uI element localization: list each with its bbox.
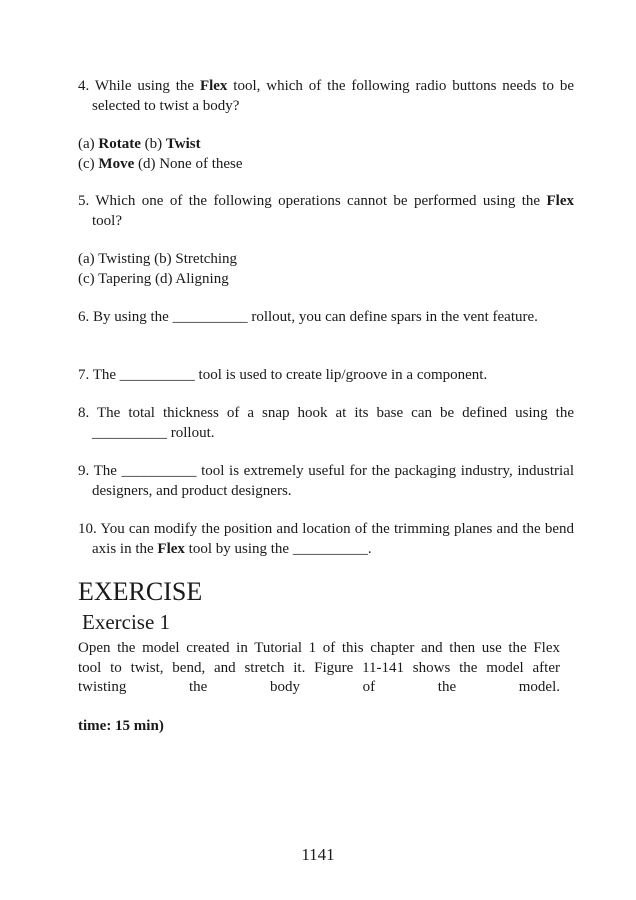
question-4-options bbox=[78, 135, 560, 174]
option-twist: Twist bbox=[165, 136, 201, 152]
question-4-options-line-1: (a) Rotate (b) Twist bbox=[78, 136, 201, 152]
question-5-options-line-2: (c) Tapering (d) Aligning bbox=[78, 270, 229, 287]
question-5 bbox=[78, 192, 574, 231]
exercise-body-line-2: tool to twist, bend, and stretch it. Figure 11-141 shows the model after bbox=[78, 659, 560, 676]
exercise-body bbox=[78, 639, 560, 698]
exercise-body-line-3: twisting the body of the model. bbox=[78, 679, 560, 695]
exercise-subheading: Exercise 1 bbox=[82, 610, 171, 634]
question-5-text-end: tool? bbox=[92, 212, 122, 229]
question-4 bbox=[78, 77, 574, 116]
question-10-text-start: 10. You can modify the position and location of the trimming planes and the bend axis in the bbox=[78, 521, 574, 557]
question-10-bold-term: Flex bbox=[157, 540, 185, 557]
option-rotate: Rotate bbox=[98, 136, 141, 152]
question-8: 8. The total thickness of a snap hook at its base can be defined using the __________ rollout. bbox=[78, 405, 574, 441]
question-10-text-end: tool by using the __________. bbox=[184, 540, 372, 557]
question-9: 9. The __________ tool is extremely useful for the packaging industry, industrial designers, and product designers. bbox=[78, 463, 574, 499]
question-5-options bbox=[78, 250, 560, 289]
question-6: 6. By using the __________ rollout, you can define spars in the vent feature. bbox=[78, 309, 538, 325]
exercise-time: time: 15 min) bbox=[78, 718, 164, 734]
question-4-text-start: 4. While using the bbox=[78, 78, 200, 94]
question-7: 7. The __________ tool is used to create lip/groove in a component. bbox=[78, 367, 488, 383]
question-4-bold-term: Flex bbox=[199, 78, 228, 94]
question-5-text-start: 5. Which one of the following operations cannot be performed using the bbox=[78, 193, 547, 209]
question-4-text-end: tool, which of the following radio buttons needs to be selected to twist a body? bbox=[92, 78, 574, 114]
question-10 bbox=[78, 520, 574, 559]
option-move: Move bbox=[98, 155, 135, 172]
page-number: 1141 bbox=[301, 845, 335, 864]
question-5-bold-term: Flex bbox=[546, 193, 574, 209]
question-5-options-line-1: (a) Twisting (b) Stretching bbox=[78, 251, 238, 267]
exercise-body-line-1: Open the model created in Tutorial 1 of this chapter and then use the Flex bbox=[78, 640, 560, 656]
question-4-options-line-2: (c) Move (d) None of these bbox=[78, 155, 243, 172]
exercise-heading: EXERCISE bbox=[78, 577, 203, 606]
